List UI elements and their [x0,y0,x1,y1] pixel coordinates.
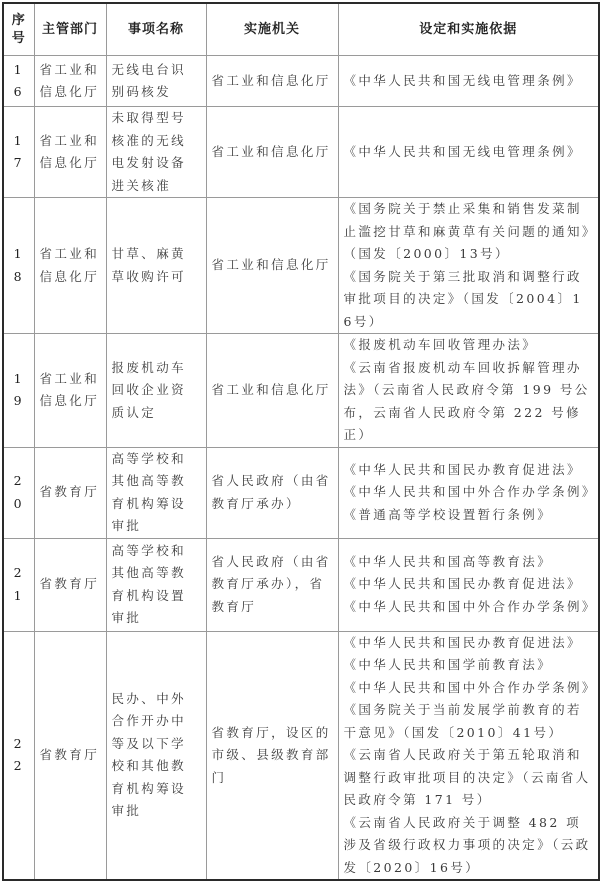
table-row [3,538,599,631]
cell-serial-no: 17 [3,107,34,198]
cell-serial-no: 21 [3,538,34,631]
header-department: 主管部门 [34,3,106,56]
basis-line: 《普通高等学校设置暂行条例》 [343,506,553,522]
header-row [3,3,599,56]
cell-item-name: 高等学校和其他高等教育机构设置审批 [106,538,206,631]
cell-legal-basis [338,538,599,631]
header-implementing-agency: 实施机关 [206,3,338,56]
basis-line: 《国务院关于禁止采集和销售发菜制止滥挖甘草和麻黄草有关问题的通知》（国发〔2000〕13号） [343,201,591,261]
table-row [3,334,599,448]
cell-serial-no: 16 [3,56,34,107]
header-legal-basis: 设定和实施依据 [338,3,599,56]
basis-line: 《国务院关于当前发展学前教育的若干意见》（国发〔2010〕41号） [343,702,582,740]
basis-line: 《中华人民共和国中外合作办学条例》 [343,679,597,695]
cell-department: 省教育厅 [34,447,106,538]
cell-department: 省工业和信息化厅 [34,198,106,334]
cell-item-name: 民办、中外合作开办中等及以下学校和其他教育机构筹设审批 [106,631,206,880]
basis-line: 《中华人民共和国高等教育法》 [343,553,553,569]
cell-item-name: 报废机动车回收企业资质认定 [106,334,206,448]
basis-line: 《云南省人民政府关于第五轮取消和调整行政审批项目的决定》（云南省人民政府令第 171 号） [343,747,591,807]
cell-department: 省工业和信息化厅 [34,56,106,107]
cell-serial-no: 18 [3,198,34,334]
cell-department: 省教育厅 [34,631,106,880]
header-item-name: 事项名称 [106,3,206,56]
basis-line: 《中华人民共和国无线电管理条例》 [343,72,582,88]
cell-legal-basis [338,631,599,880]
cell-item-name: 高等学校和其他高等教育机构筹设审批 [106,447,206,538]
cell-implementing-agency: 省工业和信息化厅 [206,198,338,334]
cell-legal-basis [338,107,599,198]
cell-serial-no: 22 [3,631,34,880]
cell-implementing-agency: 省人民政府（由省教育厅承办），省教育厅 [206,538,338,631]
table-row [3,56,599,107]
basis-line: 《中华人民共和国民办教育促进法》 [343,634,582,650]
basis-line: 《国务院关于第三批取消和调整行政审批项目的决定》（国发〔2004〕16号） [343,268,583,329]
header-serial-no: 序号 [3,3,34,56]
table-row [3,631,599,880]
table-row [3,198,599,334]
basis-line: 《中华人民共和国民办教育促进法》 [343,461,582,477]
cell-implementing-agency: 省工业和信息化厅 [206,107,338,198]
cell-item-name: 未取得型号核准的无线电发射设备进关核准 [106,107,206,198]
cell-legal-basis [338,447,599,538]
basis-line: 《中华人民共和国中外合作办学条例》 [343,598,597,614]
basis-line: 《中华人民共和国中外合作办学条例》 [343,484,597,500]
basis-line: 《报废机动车回收管理办法》 [343,337,538,352]
table-row [3,447,599,538]
table-row [3,107,599,198]
basis-line: 《云南省人民政府关于调整 482 项涉及省级行政权力事项的决定》（云政发〔2020〕16号） [343,814,591,875]
basis-line: 《中华人民共和国无线电管理条例》 [343,143,582,159]
cell-serial-no: 20 [3,447,34,538]
cell-legal-basis [338,56,599,107]
administrative-licensing-table [2,2,600,881]
cell-implementing-agency: 省工业和信息化厅 [206,334,338,448]
cell-implementing-agency: 省教育厅，设区的市级、县级教育部门 [206,631,338,880]
cell-item-name: 甘草、麻黄草收购许可 [106,198,206,334]
cell-department: 省工业和信息化厅 [34,107,106,198]
cell-item-name: 无线电台识别码核发 [106,56,206,107]
basis-line: 《云南省报废机动车回收拆解管理办法》（云南省人民政府令第 199 号公布，云南省人民政府令第 222 号修正） [343,359,590,442]
basis-line: 《中华人民共和国民办教育促进法》 [343,576,582,592]
cell-implementing-agency: 省工业和信息化厅 [206,56,338,107]
cell-department: 省教育厅 [34,538,106,631]
cell-legal-basis [338,334,599,448]
basis-line: 《中华人民共和国学前教育法》 [343,657,553,672]
cell-legal-basis [338,198,599,334]
cell-serial-no: 19 [3,334,34,448]
cell-implementing-agency: 省人民政府（由省教育厅承办） [206,447,338,538]
cell-department: 省工业和信息化厅 [34,334,106,448]
